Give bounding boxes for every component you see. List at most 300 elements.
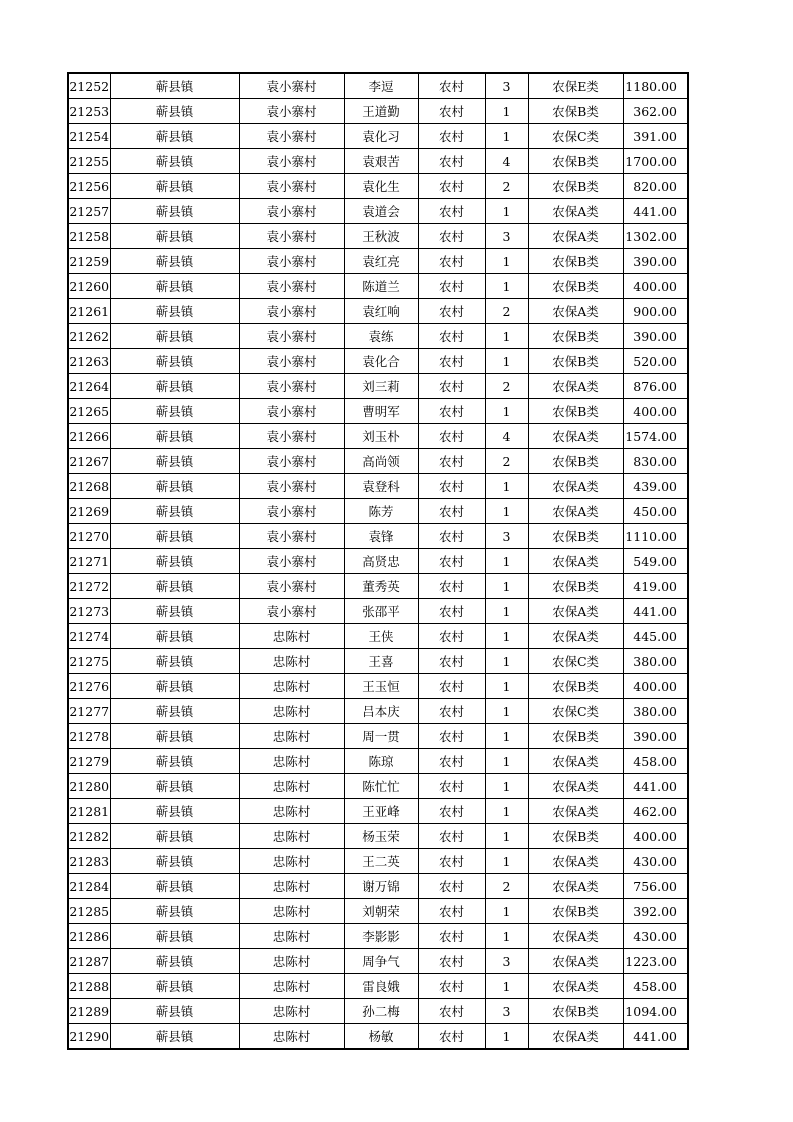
insurance-category-cell: 农保A类 — [528, 1024, 623, 1050]
table-row — [68, 149, 688, 174]
village-cell: 袁小寨村 — [239, 299, 344, 324]
village-cell: 忠陈村 — [239, 849, 344, 874]
table-row — [68, 774, 688, 799]
amount-cell: 1223.00 — [623, 949, 688, 974]
member-count-cell: 1 — [485, 674, 528, 699]
table-row — [68, 674, 688, 699]
member-count-cell: 3 — [485, 999, 528, 1024]
village-cell: 忠陈村 — [239, 649, 344, 674]
table-row — [68, 449, 688, 474]
record-id-cell: 21259 — [68, 249, 110, 274]
member-count-cell: 1 — [485, 599, 528, 624]
amount-cell: 380.00 — [623, 699, 688, 724]
member-count-cell: 1 — [485, 499, 528, 524]
record-id-cell: 21266 — [68, 424, 110, 449]
record-id-cell: 21262 — [68, 324, 110, 349]
table-row — [68, 699, 688, 724]
town-cell: 蕲县镇 — [110, 73, 239, 99]
member-count-cell: 1 — [485, 349, 528, 374]
record-id-cell: 21282 — [68, 824, 110, 849]
town-cell: 蕲县镇 — [110, 1024, 239, 1050]
amount-cell: 441.00 — [623, 774, 688, 799]
member-count-cell: 1 — [485, 399, 528, 424]
insurance-category-cell: 农保A类 — [528, 624, 623, 649]
name-cell: 杨敏 — [344, 1024, 418, 1050]
insurance-category-cell: 农保B类 — [528, 524, 623, 549]
village-cell: 袁小寨村 — [239, 274, 344, 299]
member-count-cell: 1 — [485, 899, 528, 924]
household-type-cell: 农村 — [418, 649, 485, 674]
member-count-cell: 1 — [485, 824, 528, 849]
insurance-category-cell: 农保A类 — [528, 474, 623, 499]
village-cell: 袁小寨村 — [239, 399, 344, 424]
record-id-cell: 21284 — [68, 874, 110, 899]
amount-cell: 445.00 — [623, 624, 688, 649]
name-cell: 周一贯 — [344, 724, 418, 749]
town-cell: 蕲县镇 — [110, 924, 239, 949]
town-cell: 蕲县镇 — [110, 624, 239, 649]
record-id-cell: 21276 — [68, 674, 110, 699]
insurance-category-cell: 农保B类 — [528, 574, 623, 599]
member-count-cell: 1 — [485, 574, 528, 599]
name-cell: 袁练 — [344, 324, 418, 349]
name-cell: 曹明军 — [344, 399, 418, 424]
record-id-cell: 21265 — [68, 399, 110, 424]
household-type-cell: 农村 — [418, 399, 485, 424]
village-cell: 忠陈村 — [239, 999, 344, 1024]
member-count-cell: 1 — [485, 749, 528, 774]
insurance-category-cell: 农保A类 — [528, 499, 623, 524]
name-cell: 刘朝荣 — [344, 899, 418, 924]
amount-cell: 430.00 — [623, 849, 688, 874]
household-type-cell: 农村 — [418, 874, 485, 899]
name-cell: 高贤忠 — [344, 549, 418, 574]
insurance-category-cell: 农保A类 — [528, 949, 623, 974]
member-count-cell: 1 — [485, 624, 528, 649]
insurance-category-cell: 农保A类 — [528, 599, 623, 624]
table-row — [68, 824, 688, 849]
table-row — [68, 299, 688, 324]
village-cell: 忠陈村 — [239, 874, 344, 899]
town-cell: 蕲县镇 — [110, 974, 239, 999]
amount-cell: 400.00 — [623, 274, 688, 299]
town-cell: 蕲县镇 — [110, 549, 239, 574]
record-id-cell: 21258 — [68, 224, 110, 249]
record-id-cell: 21252 — [68, 73, 110, 99]
member-count-cell: 2 — [485, 874, 528, 899]
name-cell: 袁艰苦 — [344, 149, 418, 174]
amount-cell: 458.00 — [623, 749, 688, 774]
household-type-cell: 农村 — [418, 974, 485, 999]
insurance-category-cell: 农保B类 — [528, 999, 623, 1024]
insurance-category-cell: 农保B类 — [528, 149, 623, 174]
table-row — [68, 649, 688, 674]
insurance-category-cell: 农保B类 — [528, 99, 623, 124]
table-row — [68, 124, 688, 149]
household-type-cell: 农村 — [418, 224, 485, 249]
name-cell: 王二英 — [344, 849, 418, 874]
amount-cell: 441.00 — [623, 599, 688, 624]
record-id-cell: 21280 — [68, 774, 110, 799]
amount-cell: 462.00 — [623, 799, 688, 824]
town-cell: 蕲县镇 — [110, 174, 239, 199]
insurance-category-cell: 农保A类 — [528, 424, 623, 449]
table-row — [68, 974, 688, 999]
village-cell: 忠陈村 — [239, 724, 344, 749]
name-cell: 王道勤 — [344, 99, 418, 124]
amount-cell: 900.00 — [623, 299, 688, 324]
insurance-category-cell: 农保A类 — [528, 749, 623, 774]
village-cell: 袁小寨村 — [239, 99, 344, 124]
insurance-category-cell: 农保B类 — [528, 724, 623, 749]
town-cell: 蕲县镇 — [110, 349, 239, 374]
member-count-cell: 1 — [485, 974, 528, 999]
table-row — [68, 949, 688, 974]
household-type-cell: 农村 — [418, 99, 485, 124]
name-cell: 袁红响 — [344, 299, 418, 324]
household-type-cell: 农村 — [418, 374, 485, 399]
table-row — [68, 624, 688, 649]
record-id-cell: 21277 — [68, 699, 110, 724]
name-cell: 袁道会 — [344, 199, 418, 224]
name-cell: 陈芳 — [344, 499, 418, 524]
amount-cell: 380.00 — [623, 649, 688, 674]
insurance-category-cell: 农保A类 — [528, 974, 623, 999]
record-id-cell: 21283 — [68, 849, 110, 874]
household-type-cell: 农村 — [418, 799, 485, 824]
town-cell: 蕲县镇 — [110, 299, 239, 324]
name-cell: 杨玉荣 — [344, 824, 418, 849]
table-row — [68, 1024, 688, 1050]
town-cell: 蕲县镇 — [110, 574, 239, 599]
household-type-cell: 农村 — [418, 849, 485, 874]
village-cell: 袁小寨村 — [239, 149, 344, 174]
record-id-cell: 21264 — [68, 374, 110, 399]
amount-cell: 450.00 — [623, 499, 688, 524]
village-cell: 忠陈村 — [239, 674, 344, 699]
record-id-cell: 21256 — [68, 174, 110, 199]
member-count-cell: 1 — [485, 249, 528, 274]
household-type-cell: 农村 — [418, 149, 485, 174]
amount-cell: 430.00 — [623, 924, 688, 949]
table-row — [68, 349, 688, 374]
town-cell: 蕲县镇 — [110, 899, 239, 924]
village-cell: 袁小寨村 — [239, 499, 344, 524]
record-id-cell: 21288 — [68, 974, 110, 999]
amount-cell: 391.00 — [623, 124, 688, 149]
household-type-cell: 农村 — [418, 749, 485, 774]
table-row — [68, 924, 688, 949]
town-cell: 蕲县镇 — [110, 749, 239, 774]
insurance-category-cell: 农保A类 — [528, 774, 623, 799]
household-type-cell: 农村 — [418, 699, 485, 724]
amount-cell: 400.00 — [623, 824, 688, 849]
table-row — [68, 849, 688, 874]
record-id-cell: 21263 — [68, 349, 110, 374]
town-cell: 蕲县镇 — [110, 399, 239, 424]
member-count-cell: 1 — [485, 799, 528, 824]
name-cell: 陈忙忙 — [344, 774, 418, 799]
insurance-category-cell: 农保B类 — [528, 449, 623, 474]
amount-cell: 439.00 — [623, 474, 688, 499]
town-cell: 蕲县镇 — [110, 474, 239, 499]
village-cell: 袁小寨村 — [239, 349, 344, 374]
member-count-cell: 4 — [485, 149, 528, 174]
insurance-category-cell: 农保B类 — [528, 274, 623, 299]
table-row — [68, 374, 688, 399]
village-cell: 袁小寨村 — [239, 449, 344, 474]
insurance-category-cell: 农保C类 — [528, 124, 623, 149]
record-id-cell: 21260 — [68, 274, 110, 299]
village-cell: 袁小寨村 — [239, 524, 344, 549]
household-type-cell: 农村 — [418, 424, 485, 449]
member-count-cell: 2 — [485, 449, 528, 474]
amount-cell: 441.00 — [623, 199, 688, 224]
table-row — [68, 174, 688, 199]
table-row — [68, 749, 688, 774]
amount-cell: 390.00 — [623, 724, 688, 749]
name-cell: 陈道兰 — [344, 274, 418, 299]
name-cell: 雷良娥 — [344, 974, 418, 999]
record-id-cell: 21271 — [68, 549, 110, 574]
name-cell: 高尚领 — [344, 449, 418, 474]
member-count-cell: 1 — [485, 1024, 528, 1050]
insurance-category-cell: 农保B类 — [528, 324, 623, 349]
member-count-cell: 1 — [485, 324, 528, 349]
table-row — [68, 73, 688, 99]
household-type-cell: 农村 — [418, 449, 485, 474]
village-cell: 袁小寨村 — [239, 73, 344, 99]
town-cell: 蕲县镇 — [110, 774, 239, 799]
town-cell: 蕲县镇 — [110, 374, 239, 399]
village-cell: 袁小寨村 — [239, 224, 344, 249]
insurance-category-cell: 农保B类 — [528, 674, 623, 699]
village-cell: 忠陈村 — [239, 624, 344, 649]
record-id-cell: 21257 — [68, 199, 110, 224]
household-type-cell: 农村 — [418, 349, 485, 374]
household-type-cell: 农村 — [418, 924, 485, 949]
member-count-cell: 3 — [485, 524, 528, 549]
village-cell: 袁小寨村 — [239, 249, 344, 274]
village-cell: 忠陈村 — [239, 899, 344, 924]
member-count-cell: 1 — [485, 474, 528, 499]
insurance-category-cell: 农保A类 — [528, 874, 623, 899]
insurance-category-cell: 农保B类 — [528, 824, 623, 849]
table-row — [68, 874, 688, 899]
table-row — [68, 474, 688, 499]
table-row — [68, 274, 688, 299]
member-count-cell: 2 — [485, 374, 528, 399]
village-cell: 袁小寨村 — [239, 474, 344, 499]
table-row — [68, 499, 688, 524]
household-type-cell: 农村 — [418, 574, 485, 599]
table-body — [68, 73, 688, 1049]
insurance-category-cell: 农保A类 — [528, 374, 623, 399]
town-cell: 蕲县镇 — [110, 949, 239, 974]
record-id-cell: 21290 — [68, 1024, 110, 1050]
record-id-cell: 21274 — [68, 624, 110, 649]
insurance-category-cell: 农保A类 — [528, 924, 623, 949]
town-cell: 蕲县镇 — [110, 424, 239, 449]
household-type-cell: 农村 — [418, 624, 485, 649]
town-cell: 蕲县镇 — [110, 724, 239, 749]
town-cell: 蕲县镇 — [110, 324, 239, 349]
insurance-category-cell: 农保A类 — [528, 799, 623, 824]
household-type-cell: 农村 — [418, 1024, 485, 1050]
name-cell: 吕本庆 — [344, 699, 418, 724]
record-id-cell: 21269 — [68, 499, 110, 524]
household-type-cell: 农村 — [418, 549, 485, 574]
village-cell: 忠陈村 — [239, 799, 344, 824]
member-count-cell: 1 — [485, 124, 528, 149]
member-count-cell: 1 — [485, 699, 528, 724]
amount-cell: 400.00 — [623, 399, 688, 424]
insurance-category-cell: 农保A类 — [528, 224, 623, 249]
amount-cell: 1700.00 — [623, 149, 688, 174]
record-id-cell: 21273 — [68, 599, 110, 624]
record-id-cell: 21255 — [68, 149, 110, 174]
table-row — [68, 249, 688, 274]
name-cell: 李逗 — [344, 73, 418, 99]
amount-cell: 756.00 — [623, 874, 688, 899]
name-cell: 王秋波 — [344, 224, 418, 249]
name-cell: 周争气 — [344, 949, 418, 974]
name-cell: 刘玉朴 — [344, 424, 418, 449]
town-cell: 蕲县镇 — [110, 599, 239, 624]
member-count-cell: 1 — [485, 549, 528, 574]
town-cell: 蕲县镇 — [110, 274, 239, 299]
record-id-cell: 21281 — [68, 799, 110, 824]
household-type-cell: 农村 — [418, 274, 485, 299]
member-count-cell: 1 — [485, 199, 528, 224]
name-cell: 袁化生 — [344, 174, 418, 199]
town-cell: 蕲县镇 — [110, 524, 239, 549]
record-id-cell: 21261 — [68, 299, 110, 324]
village-cell: 忠陈村 — [239, 924, 344, 949]
name-cell: 王玉恒 — [344, 674, 418, 699]
village-cell: 袁小寨村 — [239, 124, 344, 149]
name-cell: 袁化习 — [344, 124, 418, 149]
record-id-cell: 21268 — [68, 474, 110, 499]
name-cell: 张邵平 — [344, 599, 418, 624]
town-cell: 蕲县镇 — [110, 874, 239, 899]
household-type-cell: 农村 — [418, 724, 485, 749]
village-cell: 忠陈村 — [239, 774, 344, 799]
amount-cell: 1302.00 — [623, 224, 688, 249]
household-type-cell: 农村 — [418, 999, 485, 1024]
amount-cell: 392.00 — [623, 899, 688, 924]
household-type-cell: 农村 — [418, 199, 485, 224]
record-id-cell: 21267 — [68, 449, 110, 474]
village-cell: 袁小寨村 — [239, 324, 344, 349]
household-type-cell: 农村 — [418, 674, 485, 699]
town-cell: 蕲县镇 — [110, 799, 239, 824]
town-cell: 蕲县镇 — [110, 199, 239, 224]
member-count-cell: 3 — [485, 73, 528, 99]
village-cell: 袁小寨村 — [239, 549, 344, 574]
amount-cell: 820.00 — [623, 174, 688, 199]
name-cell: 王侠 — [344, 624, 418, 649]
amount-cell: 1574.00 — [623, 424, 688, 449]
household-type-cell: 农村 — [418, 599, 485, 624]
amount-cell: 441.00 — [623, 1024, 688, 1050]
table-row — [68, 399, 688, 424]
table-row — [68, 574, 688, 599]
insurance-category-cell: 农保A类 — [528, 299, 623, 324]
insurance-category-cell: 农保A类 — [528, 199, 623, 224]
amount-cell: 549.00 — [623, 549, 688, 574]
member-count-cell: 2 — [485, 174, 528, 199]
insurance-category-cell: 农保B类 — [528, 399, 623, 424]
table-row — [68, 224, 688, 249]
household-type-cell: 农村 — [418, 299, 485, 324]
insurance-category-cell: 农保E类 — [528, 73, 623, 99]
member-count-cell: 1 — [485, 924, 528, 949]
household-type-cell: 农村 — [418, 774, 485, 799]
town-cell: 蕲县镇 — [110, 824, 239, 849]
member-count-cell: 4 — [485, 424, 528, 449]
town-cell: 蕲县镇 — [110, 699, 239, 724]
member-count-cell: 3 — [485, 224, 528, 249]
table-row — [68, 424, 688, 449]
village-cell: 忠陈村 — [239, 749, 344, 774]
town-cell: 蕲县镇 — [110, 649, 239, 674]
amount-cell: 1094.00 — [623, 999, 688, 1024]
record-id-cell: 21279 — [68, 749, 110, 774]
member-count-cell: 1 — [485, 99, 528, 124]
table-row — [68, 724, 688, 749]
record-id-cell: 21286 — [68, 924, 110, 949]
table-row — [68, 324, 688, 349]
amount-cell: 458.00 — [623, 974, 688, 999]
amount-cell: 876.00 — [623, 374, 688, 399]
amount-cell: 520.00 — [623, 349, 688, 374]
amount-cell: 390.00 — [623, 324, 688, 349]
insurance-category-cell: 农保C类 — [528, 649, 623, 674]
insurance-category-cell: 农保A类 — [528, 549, 623, 574]
amount-cell: 1110.00 — [623, 524, 688, 549]
town-cell: 蕲县镇 — [110, 224, 239, 249]
village-cell: 忠陈村 — [239, 974, 344, 999]
insurance-category-cell: 农保B类 — [528, 249, 623, 274]
town-cell: 蕲县镇 — [110, 849, 239, 874]
household-type-cell: 农村 — [418, 499, 485, 524]
name-cell: 陈琼 — [344, 749, 418, 774]
town-cell: 蕲县镇 — [110, 499, 239, 524]
member-count-cell: 3 — [485, 949, 528, 974]
name-cell: 王亚峰 — [344, 799, 418, 824]
insurance-category-cell: 农保B类 — [528, 174, 623, 199]
amount-cell: 1180.00 — [623, 73, 688, 99]
amount-cell: 362.00 — [623, 99, 688, 124]
household-type-cell: 农村 — [418, 474, 485, 499]
household-type-cell: 农村 — [418, 824, 485, 849]
record-id-cell: 21287 — [68, 949, 110, 974]
insurance-category-cell: 农保A类 — [528, 849, 623, 874]
village-cell: 袁小寨村 — [239, 199, 344, 224]
amount-cell: 419.00 — [623, 574, 688, 599]
record-id-cell: 21278 — [68, 724, 110, 749]
village-cell: 忠陈村 — [239, 1024, 344, 1050]
record-id-cell: 21285 — [68, 899, 110, 924]
record-id-cell: 21289 — [68, 999, 110, 1024]
table-row — [68, 799, 688, 824]
member-count-cell: 1 — [485, 849, 528, 874]
village-cell: 袁小寨村 — [239, 174, 344, 199]
name-cell: 李影影 — [344, 924, 418, 949]
village-cell: 袁小寨村 — [239, 599, 344, 624]
town-cell: 蕲县镇 — [110, 249, 239, 274]
